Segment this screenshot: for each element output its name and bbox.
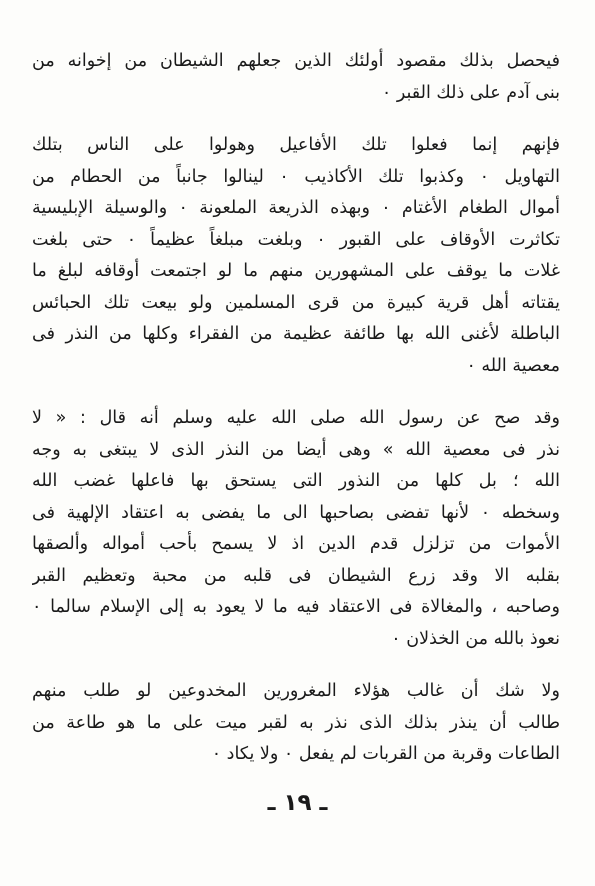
text-line: نعوذ بالله من الخذلان ٠ — [391, 628, 560, 649]
text-line: معصية الله ٠ — [466, 355, 560, 376]
text-line: يقتاته أهل قرية كبيرة من قرى المسلمين ولو بيعت تلك الحبائس — [32, 292, 560, 313]
text-line: الباطلة لأغنى الله بها طائفة عظيمة من الفقراء وكلها من النذر فى — [32, 324, 560, 344]
paragraph — [32, 130, 560, 382]
text-line: فيحصل بذلك مقصود أولئك الذين جعلهم الشيطان من إخوانه من — [32, 51, 560, 71]
paragraph — [32, 46, 560, 109]
text-line: الأموات من تزلزل قدم الدين اذ لا يسمح بأحب أمواله وألصقها — [32, 534, 560, 554]
text-line: بقلبه الا وقد زرع الشيطان فى قلبه من محبة وتعظيم القبر — [32, 565, 560, 586]
text-line: أموال الطغام الأغتام ٠ وبهذه الذريعة الملعونة ٠ والوسيلة الإبليسية — [32, 198, 560, 218]
text-line: ولا شك أن غالب هؤلاء المغرورين المخدوعين لو طلب منهم — [32, 681, 560, 701]
page-body — [32, 46, 560, 792]
text-line: وصاحبه ، والمغالاة فى الاعتقاد فيه ما لا يعود به إلى الإسلام سالما ٠ — [32, 597, 560, 617]
text-line: وسخطه ٠ لأنها تفضى بصاحبها الى ما يفضى به اعتقاد الإلهية فى — [32, 502, 560, 523]
text-line: الله ؛ بل كلها من النذور التى يستحق بها فاعلها غضب الله — [32, 471, 560, 491]
paragraph — [32, 676, 560, 771]
text-line: نذر فى معصية الله » وهى أيضا من النذر الذى لا يبتغى به وجه — [32, 439, 560, 460]
text-line: التهاويل ٠ وكذبوا تلك الأكاذيب ٠ لينالوا جانباً من الحطام من — [32, 166, 560, 187]
text-line: وقد صح عن رسول الله صلى الله عليه وسلم أنه قال : « لا — [32, 408, 560, 428]
text-line: طالب أن ينذر بذلك الذى نذر به لقبر ميت على ما هو طاعة من — [32, 712, 560, 733]
paragraph — [32, 403, 560, 655]
text-line: الطاعات وقربة من القربات لم يفعل ٠ ولا يكاد ٠ — [211, 744, 560, 764]
text-line: فإنهم إنما فعلوا تلك الأفاعيل وهولوا على الناس بتلك — [32, 135, 560, 155]
text-line: تكاثرت الأوقاف على القبور ٠ وبلغت مبلغاً عظيماً ٠ حتى بلغت — [32, 229, 560, 250]
text-line: بنى آدم على ذلك القبر ٠ — [381, 82, 560, 103]
page-number: ـ ١٩ ـ — [267, 790, 328, 816]
text-line: غلات ما يوقف على المشهورين منهم ما لو اجتمعت أوقافه لبلغ ما — [32, 261, 560, 281]
